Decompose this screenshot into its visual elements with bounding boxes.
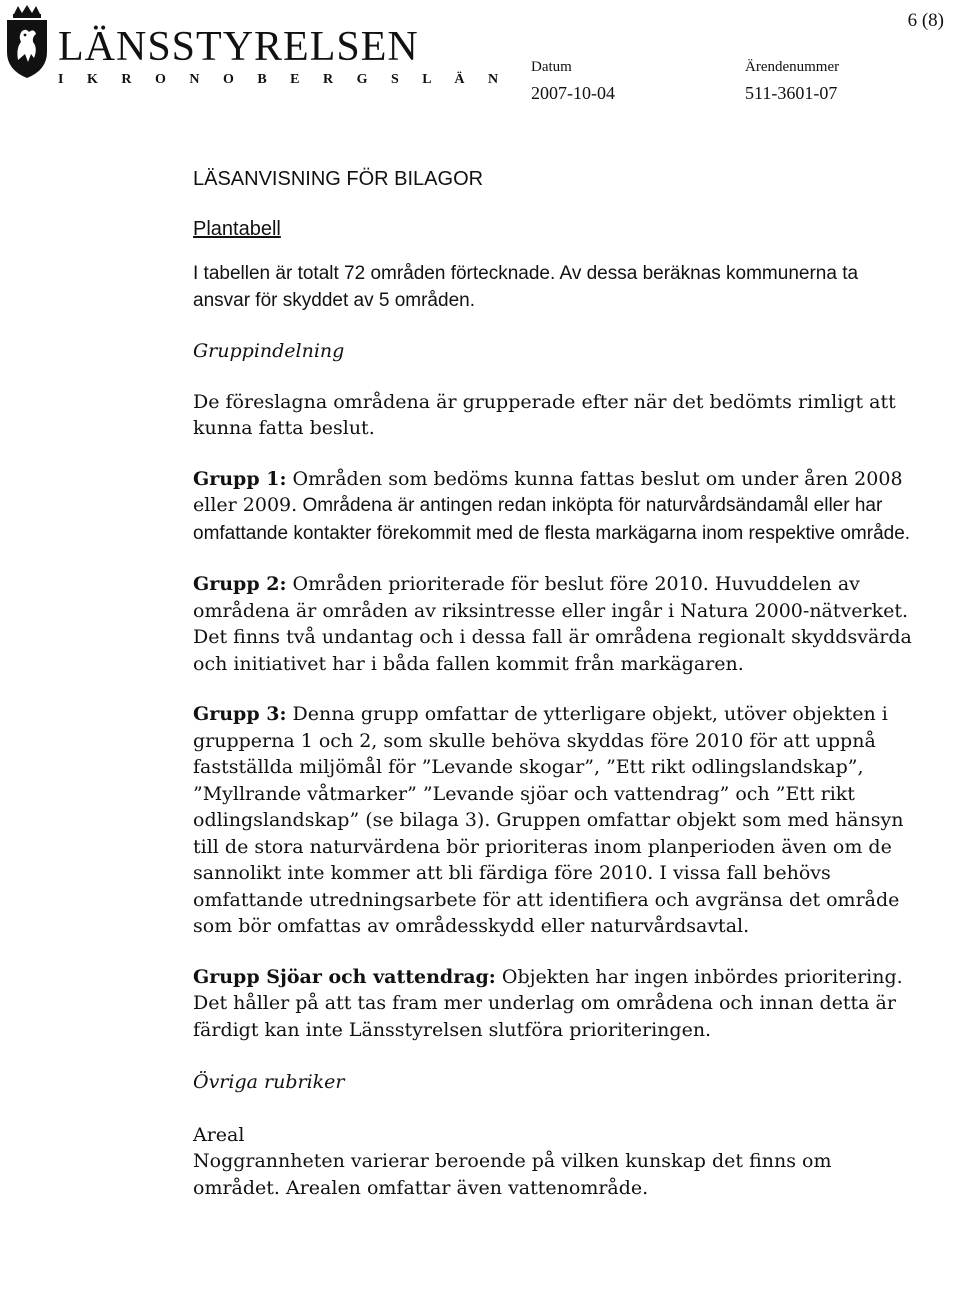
crown-lion-crest-icon [4, 4, 50, 80]
section-title: LÄSANVISNING FÖR BILAGOR [193, 168, 484, 190]
grupp1-paragraph [193, 466, 913, 548]
grupp2-text-a: Områden prioriterade för beslut före 2010. [286, 573, 709, 595]
date-label: Datum [531, 59, 572, 75]
document-header [0, 0, 960, 110]
intro-paragraph: I tabellen är totalt 72 områden förtecknade. Av dessa beräknas kommunerna ta ansvar för skyddet av 5 områden. [193, 263, 859, 311]
grupp3-text-c: I vissa fall behövs omfattande utredningsarbete för att identifiera och avgränsa det område som bör omfattas av områdesskydd eller naturvårdsavtal. [193, 862, 900, 937]
grupp1-text-b: Områdena är antingen redan inköpta för naturvårdsändamål eller har omfattande kontakter förekommit med de flesta markägarna inom respektive område. [193, 495, 911, 544]
date-value: 2007-10-04 [531, 83, 615, 103]
org-name: LÄNSSTYRELSEN [58, 24, 419, 70]
gruppindelning-heading: Gruppindelning [193, 340, 345, 362]
sjoar-paragraph [193, 964, 913, 1044]
org-subtitle: I K R O N O B E R G S L Ä N [58, 72, 509, 87]
sjoar-text: Objekten har ingen inbördes prioritering. Det håller på att tas fram mer underlag om områdena och innan detta är färdigt kan inte Länsstyrelsen slutföra prioriteringen. [193, 965, 903, 1041]
case-label: Ärendenummer [745, 59, 840, 75]
areal-paragraph: Noggrannheten varierar beroende på vilken kunskap det finns om området. Arealen omfattar även vattenområde. [193, 1150, 832, 1199]
grupp1-text-a: Områden som bedöms kunna fattas beslut om under åren 2008 eller 2009. [193, 467, 903, 516]
grupp3-paragraph [193, 701, 913, 940]
grupp2-text-c: Det finns två undantag och i dessa fall är områdena regionalt skyddsvärda och initiativet har i båda fallen kommit från markägaren. [193, 626, 912, 675]
document-body [193, 168, 913, 1201]
grupp3-label: Grupp 3: [193, 703, 287, 725]
grupp3-text-b: Gruppen omfattar objekt som med hänsyn till de stora naturvärdena bör prioriteras inom planperioden även om de sannolikt inte kommer att bli färdiga före 2010. [193, 809, 904, 884]
grupp1-label: Grupp 1: [193, 467, 287, 490]
areal-heading: Areal [193, 1123, 245, 1146]
group-intro-paragraph: De föreslagna områdena är grupperade efter när det bedömts rimligt att kunna fatta beslut. [193, 390, 896, 439]
lansstyrelsen-logo [4, 4, 508, 88]
case-block [745, 58, 839, 104]
case-value: 511-3601-07 [745, 83, 838, 103]
page-number: 6 (8) [907, 10, 944, 31]
grupp2-label: Grupp 2: [193, 573, 287, 595]
grupp3-text-a: Denna grupp omfattar de ytterligare objekt, utöver objekten i grupperna 1 och 2, som skulle behöva skyddas före 2010 för att uppnå fastställda miljömål för ”Levande skogar”, ”Ett rikt odlingslandskap”, ”Myllrande våtmarker” ”Levande sjöar och vattendrag” och ”Ett rikt odlingslandskap” (se bilaga 3). [193, 703, 888, 831]
ovriga-rubriker-heading: Övriga rubriker [193, 1071, 345, 1093]
grupp2-text-b: Huvuddelen av områdena är områden av riksintresse eller ingår i Natura 2000-nätverket. [193, 573, 909, 622]
grupp2-paragraph [193, 571, 913, 677]
sjoar-label: Grupp Sjöar och vattendrag: [193, 965, 496, 988]
date-block [531, 58, 615, 104]
plantabell-heading: Plantabell [193, 218, 281, 240]
